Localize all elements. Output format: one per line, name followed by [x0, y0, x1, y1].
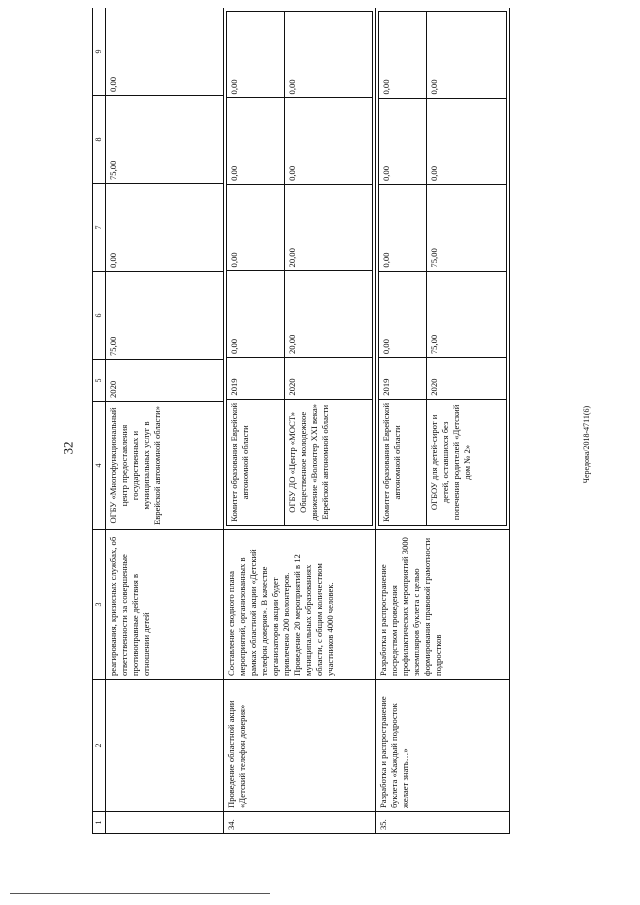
row-entries [224, 8, 376, 530]
header-cell: 4 [93, 402, 106, 530]
row-title: Разработка и распространение буклета «Каждый подросток желает знать…» [376, 680, 510, 812]
entry-year: 2019 [227, 358, 285, 400]
entry-row [227, 12, 285, 526]
row-value-c6: 75,00 [106, 272, 224, 360]
entry-value-c7: 0,00 [379, 185, 427, 272]
row-description: Разработка и распространение посредством проведения профилактических мероприятий 3000 экземпляров буклета с целью формирования правовой грамотности подростков [376, 530, 510, 680]
entry-value-c8: 0,00 [285, 98, 373, 184]
entry-year: 2019 [379, 358, 427, 400]
entries-subtable [226, 11, 373, 526]
entry-value-c7: 0,00 [227, 184, 285, 271]
row-description: Составление сводного плана мероприятий, организованных в рамках областной акции «Детский телефон доверия». В качестве организаторов акции будет привлечено 200 волонтеров. Проведение 20 мероприятий в 12 муниципальных образованиях области, с общим количеством участников 4000 человек. [224, 530, 376, 680]
page-number: 32 [60, 441, 76, 455]
entry-row [379, 12, 427, 526]
entry-value-c9: 0,00 [285, 12, 373, 98]
row-value-c9: 0,00 [106, 8, 224, 96]
entry-value-c6: 0,00 [227, 271, 285, 358]
table-row [224, 8, 376, 834]
row-number: 34. [224, 812, 376, 834]
row-value-c8: 75,00 [106, 96, 224, 184]
entry-value-c7: 20,00 [285, 184, 373, 271]
entry-value-c6: 0,00 [379, 271, 427, 358]
footer-code: Чередова/2018-4711(6) [582, 405, 592, 484]
entry-organization: ОГБУ ДО «Центр «МОСТ» Общественное молодежное движение «Волонтер XXI века» Еврейской автономной области [285, 399, 373, 525]
entries-subtable [378, 11, 507, 526]
header-cell: 3 [93, 530, 106, 680]
header-cell: 8 [93, 96, 106, 184]
header-cell: 9 [93, 8, 106, 96]
entry-year: 2020 [427, 358, 507, 400]
entry-value-c9: 0,00 [379, 12, 427, 99]
entry-row [427, 12, 507, 526]
entry-value-c8: 0,00 [227, 98, 285, 184]
program-table [92, 8, 510, 834]
entry-value-c9: 0,00 [427, 12, 507, 99]
row-year: 2020 [106, 360, 224, 402]
header-cell: 7 [93, 184, 106, 272]
bottom-divider [10, 893, 270, 894]
entry-value-c8: 0,00 [379, 98, 427, 184]
entry-organization: Комитет образования Еврейской автономной области [379, 399, 427, 525]
entry-value-c9: 0,00 [227, 12, 285, 98]
rotated-table-container [92, 8, 510, 834]
header-cell: 2 [93, 680, 106, 812]
row-value-c7: 0,00 [106, 184, 224, 272]
entry-value-c6: 20,00 [285, 271, 373, 358]
entry-row [285, 12, 373, 526]
rotated-table-frame [92, 8, 510, 834]
header-cell: 6 [93, 272, 106, 360]
table-row [376, 8, 510, 834]
header-cell: 5 [93, 360, 106, 402]
row-description: реагирования, кризисных службах, об ответственности за совершенные противоправные действия в отношении детей [106, 530, 224, 680]
entry-value-c7: 75,00 [427, 185, 507, 272]
row-organization: ОГБУ «Многофункциональный центр предоставления государственных и муниципальных услуг в Еврейской автономной области» [106, 402, 224, 530]
entry-organization: ОГБОУ для детей-сирот и детей, оставшихся без попечения родителей «Детский дом № 2» [427, 399, 507, 525]
table-row [106, 8, 224, 834]
row-title [106, 680, 224, 812]
entry-organization: Комитет образования Еврейской автономной области [227, 399, 285, 525]
row-number [106, 812, 224, 834]
entry-value-c6: 75,00 [427, 271, 507, 358]
row-number: 35. [376, 812, 510, 834]
row-title: Проведение областной акции «Детский телефон доверия» [224, 680, 376, 812]
row-entries [376, 8, 510, 530]
header-row [93, 8, 106, 834]
entry-year: 2020 [285, 358, 373, 400]
header-cell: 1 [93, 812, 106, 834]
entry-value-c8: 0,00 [427, 98, 507, 184]
